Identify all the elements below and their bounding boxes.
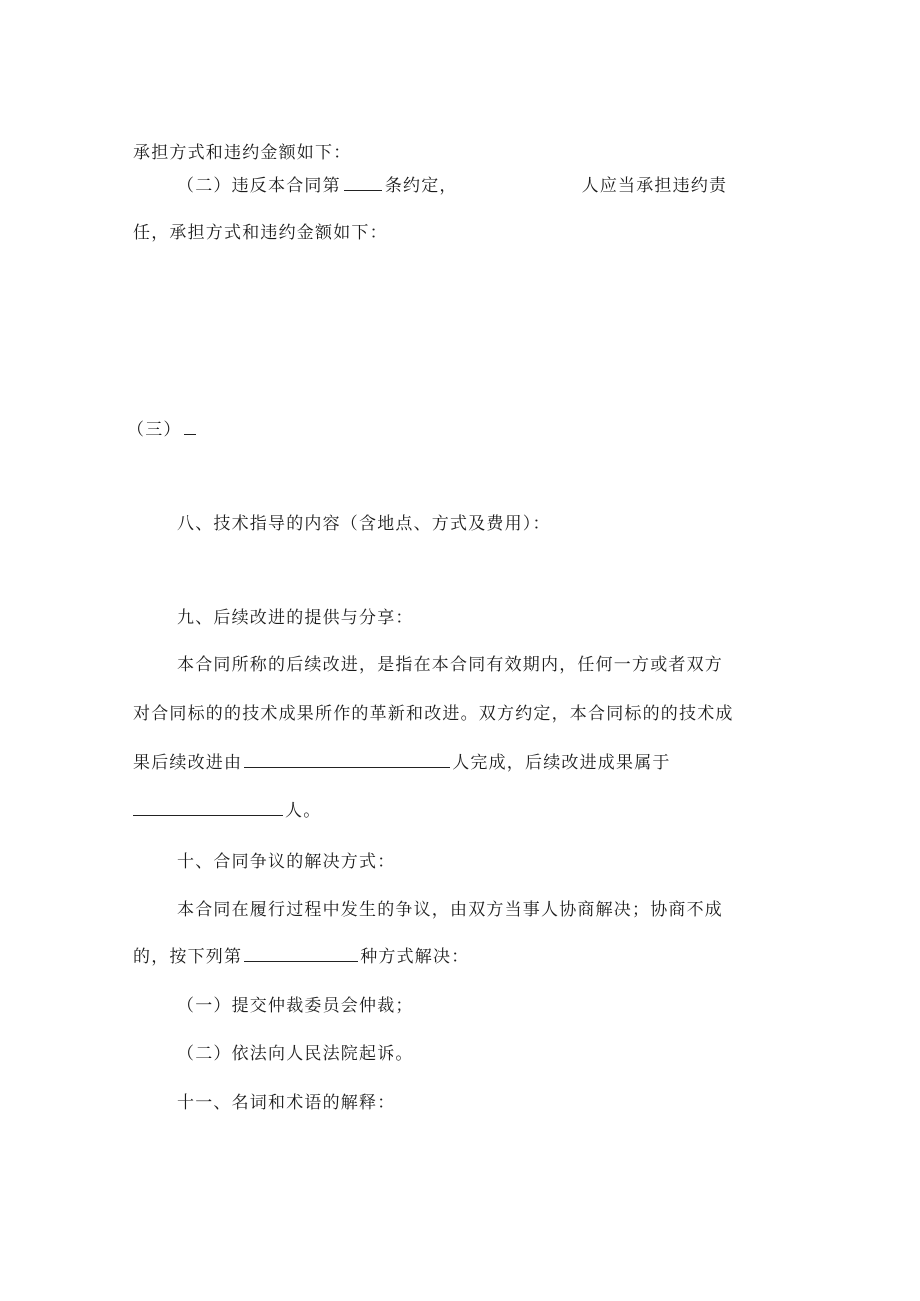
- section-9-para-line-2: 对合同标的的技术成果所作的革新和改进。双方约定，本合同标的的技术成: [133, 704, 734, 724]
- clause-line-2-text-a: （二）违反本合同第: [177, 176, 341, 196]
- section-9-para-line-4: [133, 801, 321, 821]
- blank-resolution-method[interactable]: [244, 947, 358, 962]
- clause-line-2: [177, 176, 727, 196]
- section-9-para-line-3: [133, 753, 671, 773]
- section-10-para-line-2: [133, 947, 469, 967]
- clause-line-2-text-c: 人应当承担违约责: [581, 176, 728, 196]
- section-9-para-line-1: 本合同所称的后续改进，是指在本合同有效期内，任何一方或者双方: [177, 655, 723, 675]
- section-10-para-line-1: 本合同在履行过程中发生的争议，由双方当事人协商解决；协商不成: [177, 900, 723, 920]
- section-11-heading: 十一、名词和术语的解释：: [177, 1093, 396, 1113]
- blank-clause-three[interactable]: [184, 420, 196, 435]
- clause-line-2-text-b: 条约定，: [384, 176, 458, 196]
- clause-line-3: 任，承担方式和违约金额如下：: [133, 223, 388, 243]
- section-10-para-line-2-text-b: 种方式解决：: [360, 947, 470, 967]
- section-9-heading: 九、后续改进的提供与分享：: [177, 608, 414, 628]
- blank-improvement-party[interactable]: [244, 753, 450, 768]
- resolution-option-1: （一）提交仲裁委员会仲裁；: [177, 996, 414, 1016]
- blank-result-owner[interactable]: [133, 801, 283, 816]
- section-9-para-line-4-text: 人。: [285, 801, 322, 821]
- section-10-para-line-2-text-a: 的，按下列第: [133, 947, 243, 967]
- clause-line-4: [127, 420, 196, 440]
- clause-line-1: 承担方式和违约金额如下：: [133, 143, 352, 163]
- resolution-option-2: （二）依法向人民法院起诉。: [177, 1044, 414, 1064]
- section-9-para-line-3-text-a: 果后续改进由: [133, 753, 243, 773]
- section-10-heading: 十、合同争议的解决方式：: [177, 852, 396, 872]
- section-9-para-line-3-text-b: 人完成，后续改进成果属于: [452, 753, 671, 773]
- section-8-heading: 八、技术指导的内容（含地点、方式及费用）：: [177, 514, 551, 534]
- clause-three-label: （三）: [127, 420, 182, 440]
- blank-clause-number[interactable]: [344, 176, 382, 191]
